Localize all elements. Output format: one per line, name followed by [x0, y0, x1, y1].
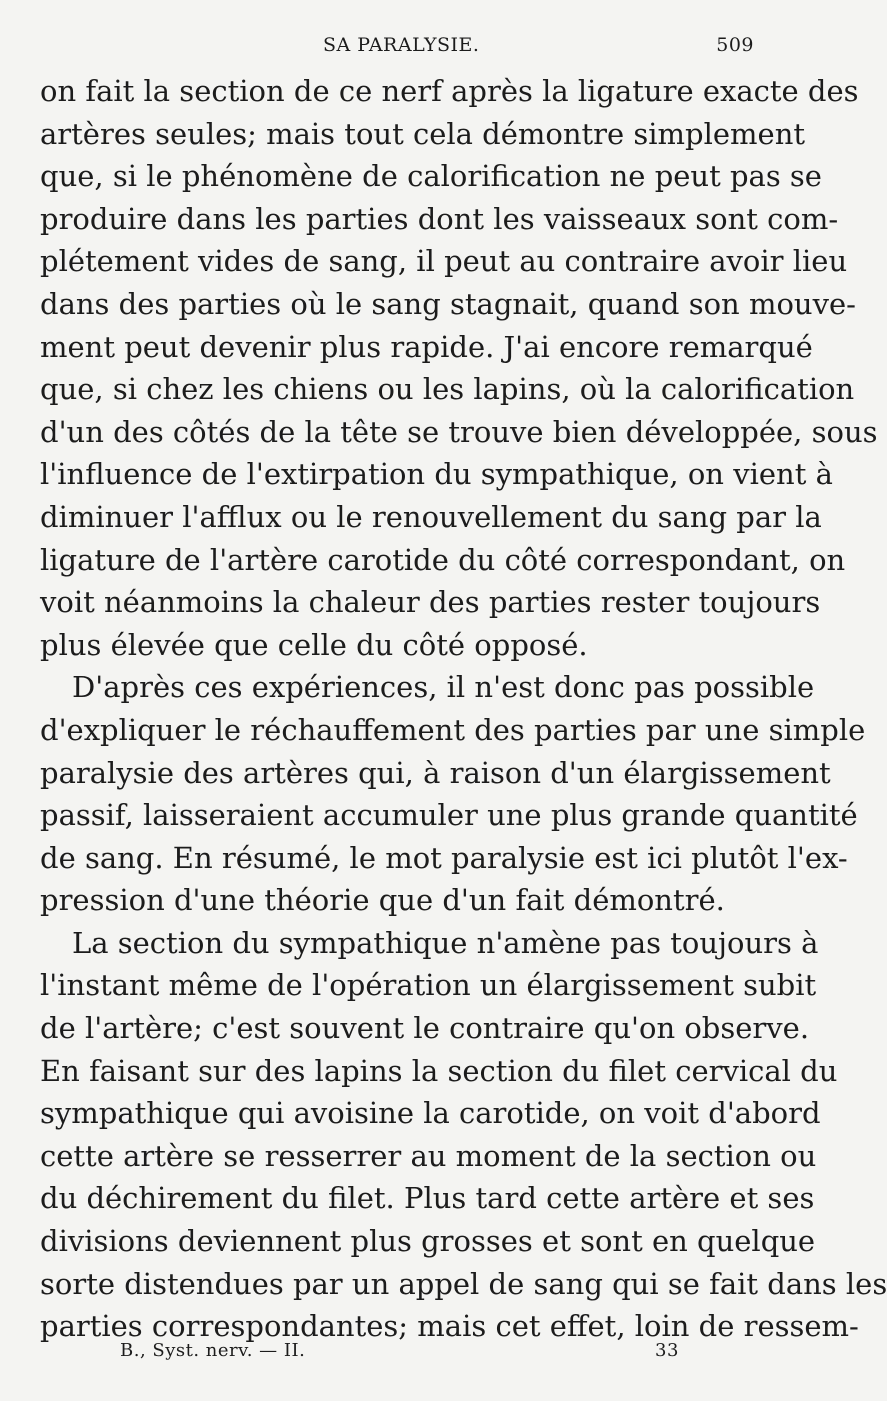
text-line: sympathique qui avoisine la carotide, on voit d'abord — [40, 1096, 821, 1131]
text-line: voit néanmoins la chaleur des parties rester toujours — [40, 585, 821, 620]
text-line: pression d'une théorie que d'un fait démontré. — [40, 883, 725, 918]
text-line: divisions deviennent plus grosses et sont en quelque — [40, 1224, 816, 1259]
body-text — [40, 70, 887, 1348]
text-line: artères seules; mais tout cela démontre simplement — [40, 116, 806, 151]
text-line: dans des parties où le sang stagnait, quand son mouve- — [40, 286, 856, 321]
text-line: cette artère se resserrer au moment de la section ou — [40, 1138, 817, 1173]
text-line: que, si chez les chiens ou les lapins, où la calorification — [40, 372, 855, 407]
text-line: que, si le phénomène de calorification ne peut pas se — [40, 159, 822, 194]
text-line: plus élevée que celle du côté opposé. — [40, 627, 588, 662]
text-line: d'un des côtés de la tête se trouve bien développée, sous — [40, 414, 878, 449]
text-line: passif, laisseraient accumuler une plus grande quantité — [40, 798, 858, 833]
page-header — [0, 30, 800, 60]
printer-signature: B., Syst. nerv. — II. — [120, 1340, 306, 1361]
running-title: SA PARALYSIE. — [323, 34, 480, 56]
text-line: diminuer l'afflux ou le renouvellement du sang par la — [40, 499, 822, 534]
paragraph-first-line: D'après ces expériences, il n'est donc pas possible — [72, 670, 815, 705]
text-line: paralysie des artères qui, à raison d'un élargissement — [40, 755, 831, 790]
text-line: de l'artère; c'est souvent le contraire qu'on observe. — [40, 1011, 810, 1046]
paragraph-first-line: La section du sympathique n'amène pas toujours à — [72, 925, 819, 960]
text-line: parties correspondantes; mais cet effet, loin de ressem- — [40, 1309, 859, 1344]
text-line: de sang. En résumé, le mot paralysie est ici plutôt l'ex- — [40, 840, 848, 875]
text-line: ligature de l'artère carotide du côté correspondant, on — [40, 542, 846, 577]
text-line: ment peut devenir plus rapide. J'ai encore remarqué — [40, 329, 813, 364]
text-line: du déchirement du filet. Plus tard cette artère et ses — [40, 1181, 815, 1216]
page-footer — [0, 1338, 800, 1368]
text-line: d'expliquer le réchauffement des parties par une simple — [40, 712, 866, 747]
sheet-number: 33 — [655, 1340, 679, 1361]
text-line: on fait la section de ce nerf après la ligature exacte des — [40, 74, 859, 108]
text-line: sorte distendues par un appel de sang qui se fait dans les — [40, 1266, 887, 1301]
text-line: l'instant même de l'opération un élargissement subit — [40, 968, 817, 1003]
text-line: plétement vides de sang, il peut au contraire avoir lieu — [40, 244, 848, 279]
text-line: En faisant sur des lapins la section du filet cervical du — [40, 1053, 838, 1088]
page-number: 509 — [716, 34, 754, 56]
text-line: l'influence de l'extirpation du sympathique, on vient à — [40, 457, 833, 492]
text-line: produire dans les parties dont les vaisseaux sont com- — [40, 201, 839, 236]
